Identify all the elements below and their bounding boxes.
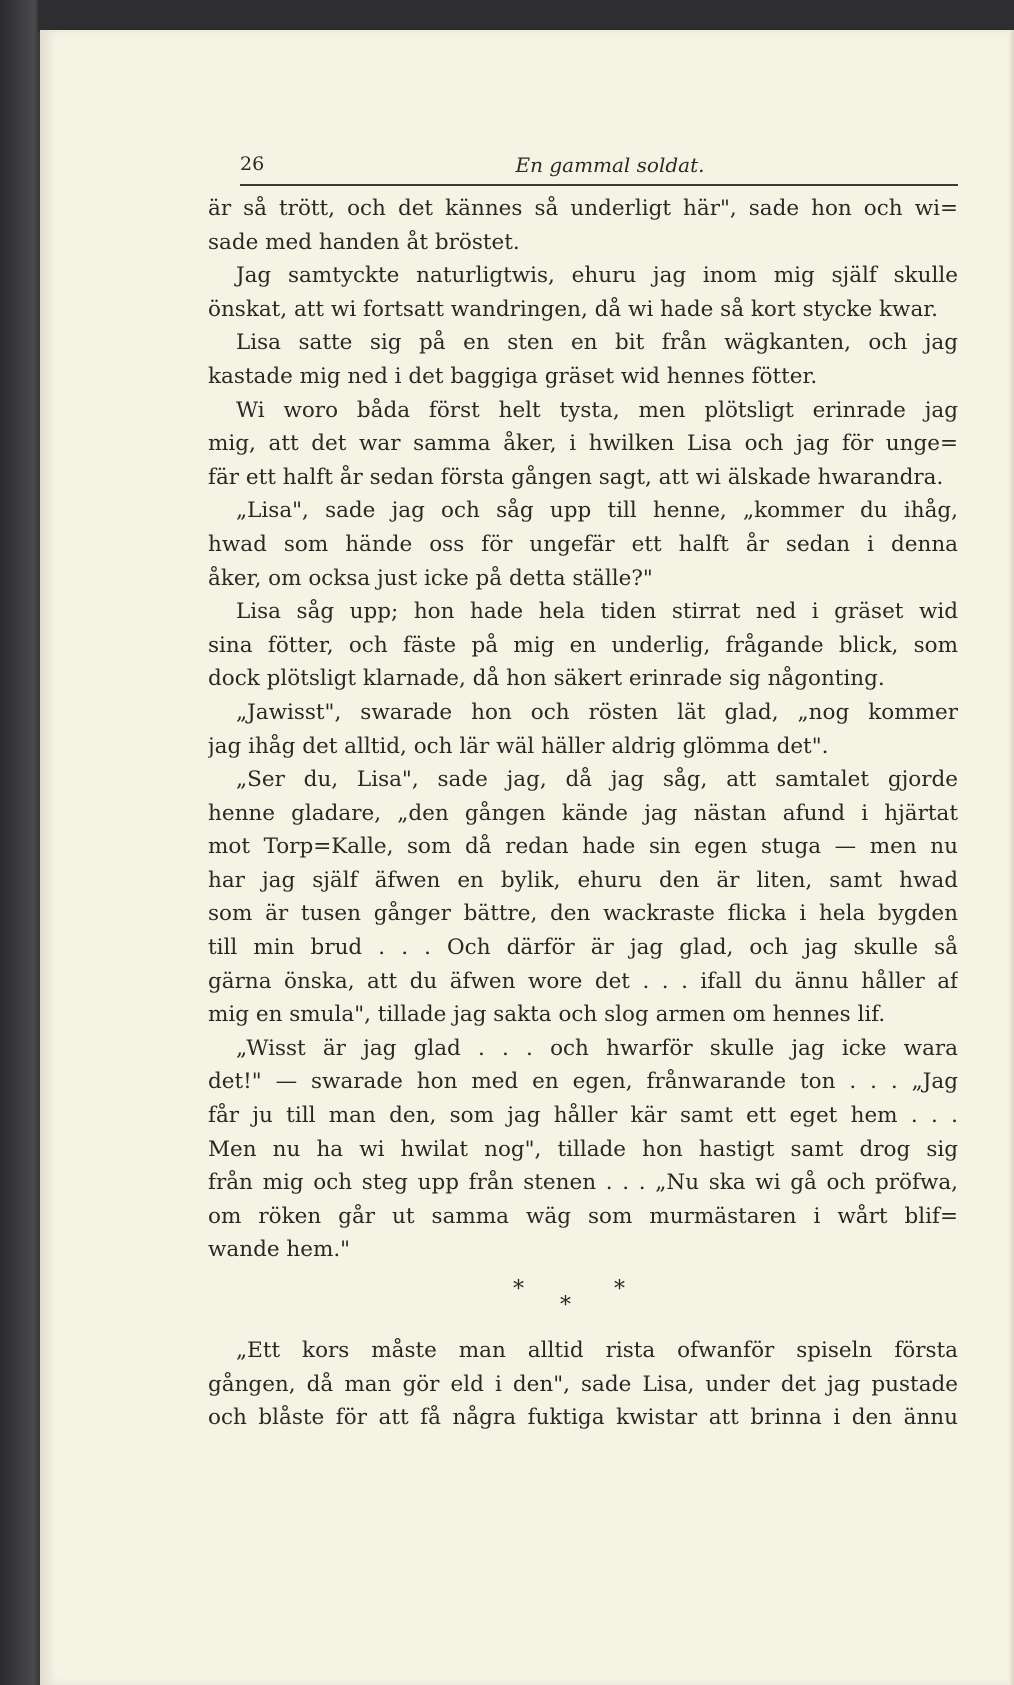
text-line: Jag samtyckte naturligtwis, ehuru jag inom mig själf skulle xyxy=(236,263,958,289)
text-line: dock plötsligt klarnade, då hon säkert erinrade sig någonting. xyxy=(208,666,885,692)
text-line: om röken går ut samma wäg som murmästaren i wårt blif= xyxy=(208,1203,958,1229)
running-title: En gammal soldat. xyxy=(515,153,705,177)
text-line: det!" — swarade hon med en egen, frånwarande ton . . . „Jag xyxy=(208,1069,958,1095)
text-line: hwad som hände oss för ungefär ett halft år sedan i denna xyxy=(208,531,958,557)
text-line: sade med handen åt bröstet. xyxy=(208,229,520,255)
text-line: har jag själf äfwen en bylik, ehuru den är liten, samt hwad xyxy=(208,867,958,893)
scan-border-top xyxy=(38,0,1014,32)
text-line: sina fötter, och fäste på mig en underlig, frågande blick, som xyxy=(208,632,958,658)
text-line: och blåste för att få några fuktiga kwistar att brinna i den ännu xyxy=(208,1405,958,1431)
text-line: åker, om ocksa just icke på detta ställe?" xyxy=(208,565,653,591)
page-edge xyxy=(1008,30,1014,1685)
text-line: „Ser du, Lisa", sade jag, då jag såg, att samtalet gjorde xyxy=(236,767,958,793)
text-line: mot Torp=Kalle, som då redan hade sin egen stuga — men nu xyxy=(208,834,958,860)
asterisk: * xyxy=(614,1277,625,1302)
text-line: wande hem." xyxy=(208,1237,351,1263)
text-line: från mig och steg upp från stenen . . . „Nu ska wi gå och pröfwa, xyxy=(208,1170,958,1196)
text-line: Lisa satte sig på en sten en bit från wägkanten, och jag xyxy=(236,330,958,356)
body-text xyxy=(208,192,958,1435)
text-line: „Wisst är jag glad . . . och hwarför skulle jag icke wara xyxy=(236,1035,958,1061)
text-line: gärna önska, att du äfwen wore det . . . ifall du ännu håller af xyxy=(208,968,958,994)
text-line: jag ihåg det alltid, och lär wäl häller aldrig glömma det". xyxy=(208,733,829,759)
asterisk: * xyxy=(560,1293,571,1318)
page-number: 26 xyxy=(240,153,265,175)
text-line: „Jawisst", swarade hon och rösten lät glad, „nog kommer xyxy=(236,699,958,725)
text-line: fär ett halft år sedan första gången sagt, att wi älskade hwarandra. xyxy=(208,464,944,490)
text-line: henne gladare, „den gången kände jag nästan afund i hjärtat xyxy=(208,800,958,826)
text-line: får ju till man den, som jag håller kär samt ett eget hem . . . xyxy=(208,1103,958,1129)
page-header xyxy=(240,150,958,186)
asterisk: * xyxy=(513,1277,524,1302)
text-line: Men nu ha wi hwilat nog", tillade hon hastigt samt drog sig xyxy=(208,1136,958,1162)
text-line: till min brud . . . Och därför är jag glad, och jag skulle så xyxy=(208,935,958,961)
text-line: kastade mig ned i det baggiga gräset wid hennes fötter. xyxy=(208,363,818,389)
text-line: Lisa såg upp; hon hade hela tiden stirrat ned i gräset wid xyxy=(236,599,958,625)
text-line: som är tusen gånger bättre, den wackraste flicka i hela bygden xyxy=(208,901,958,927)
text-line: Wi woro båda först helt tysta, men plötsligt erinrade jag xyxy=(236,397,958,423)
text-line: mig, att det war samma åker, i hwilken Lisa och jag för unge= xyxy=(208,431,958,457)
text-line: gången, då man gör eld i den", sade Lisa, under det jag pustade xyxy=(208,1371,958,1397)
text-line: „Lisa", sade jag och såg upp till henne, „kommer du ihåg, xyxy=(236,498,958,524)
text-line: önskat, att wi fortsatt wandringen, då wi hade så kort stycke kwar. xyxy=(208,296,939,322)
text-line: mig en smula", tillade jag sakta och slog armen om hennes lif. xyxy=(208,1002,886,1028)
section-break-asterisks xyxy=(208,1267,958,1334)
text-line: är så trött, och det kännes så underligt här", sade hon och wi= xyxy=(208,196,958,221)
text-line: „Ett kors måste man alltid rista ofwanför spiseln första xyxy=(236,1338,958,1363)
